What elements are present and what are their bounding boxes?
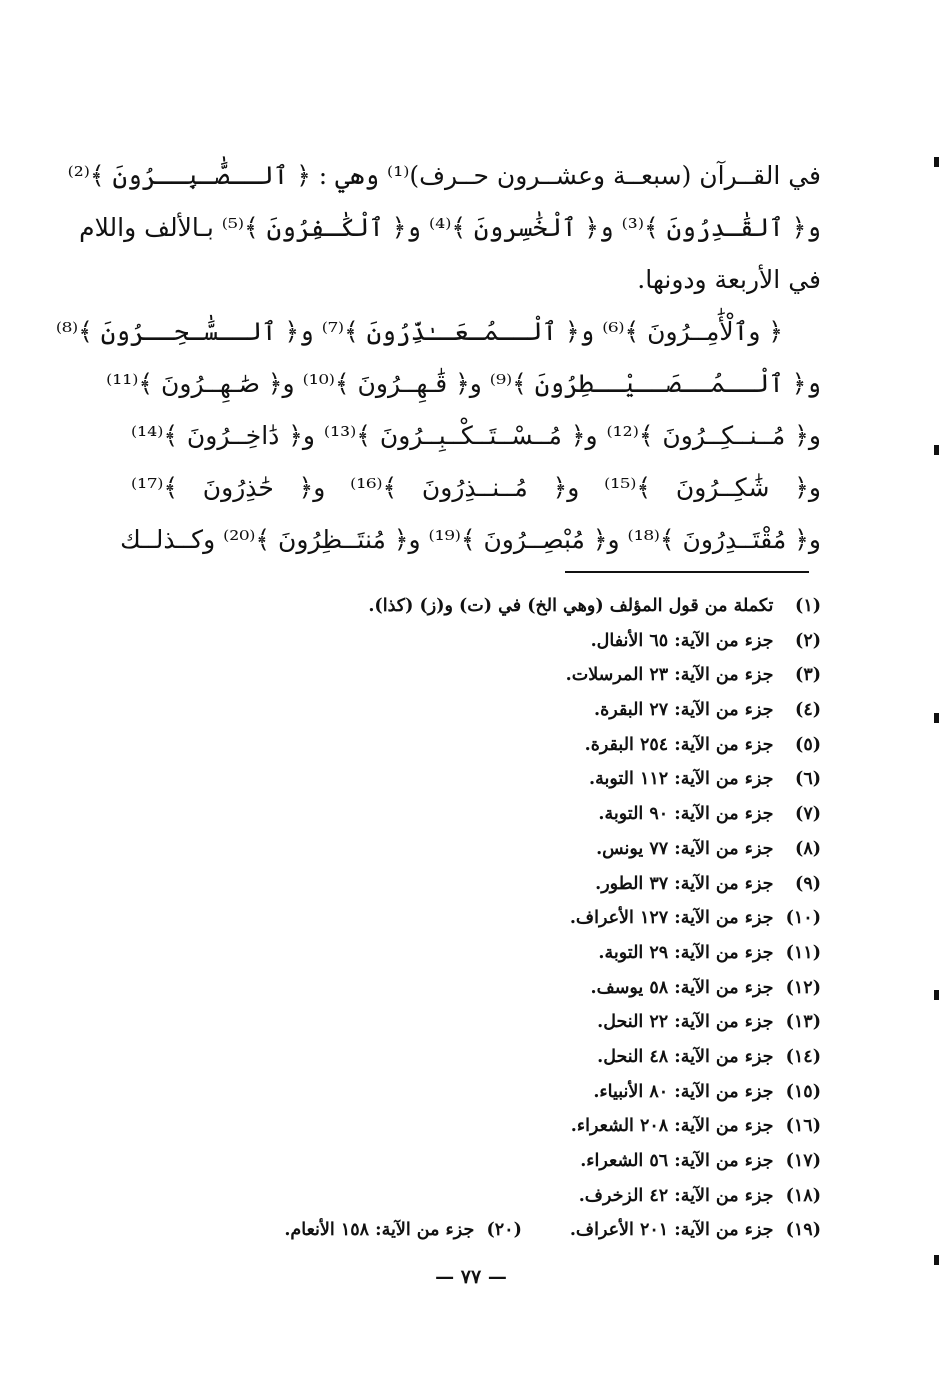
scan-edge-mark bbox=[934, 1255, 939, 1265]
footnote-number: (٢٠) bbox=[486, 1220, 522, 1241]
footnote-text: جزء من الآية: ٢٥٤ البقرة. bbox=[584, 734, 774, 755]
scan-edge-mark bbox=[934, 713, 939, 723]
footnote-item bbox=[121, 1078, 821, 1113]
footnote-item bbox=[121, 592, 821, 627]
footnote-text: جزء من الآية: ١٥٨ الأنعام. bbox=[284, 1220, 475, 1241]
footnote-number: (١١) bbox=[785, 942, 821, 963]
footnote-item bbox=[121, 870, 821, 905]
footnote-item-20 bbox=[284, 1220, 522, 1240]
footnote-item bbox=[121, 731, 821, 766]
footnote-item bbox=[121, 765, 821, 800]
footnote-text: جزء من الآية: ٢٧ البقرة. bbox=[594, 700, 774, 721]
footnote-text: جزء من الآية: ٢٩ التوبة. bbox=[598, 942, 774, 963]
footnote-text: جزء من الآية: ١٢٧ الأعراف. bbox=[569, 908, 774, 929]
footnote-number: (١٣) bbox=[785, 1012, 821, 1033]
footnote-number: (٧) bbox=[795, 804, 821, 825]
footnote-item bbox=[121, 1147, 821, 1182]
scan-edge-mark bbox=[934, 990, 939, 1000]
main-text-line: و﴿ مُقْتَــدِرُونَ ﴾⁽¹⁸⁾ و﴿ مُبْصِــرُونَ ﴾⁽¹⁹⁾ و﴿ مُنتَــظِرُونَ ﴾⁽²⁰⁾ وكــذلــك bbox=[120, 525, 821, 554]
footnote-item bbox=[121, 1008, 821, 1043]
footnote-text: جزء من الآية: ٥٨ يوسف. bbox=[590, 977, 774, 998]
footnote-item bbox=[121, 1112, 821, 1147]
footnote-number: (١٢) bbox=[785, 977, 821, 998]
footnote-text: جزء من الآية: ٢٠١ الأعراف. bbox=[569, 1220, 774, 1241]
footnote-number: (١٤) bbox=[785, 1046, 821, 1067]
footnote-item bbox=[121, 1216, 821, 1251]
footnote-item bbox=[121, 939, 821, 974]
footnote-number: (٤) bbox=[795, 700, 821, 721]
footnote-item bbox=[121, 1182, 821, 1217]
page-number: — ٧٧ — bbox=[435, 1266, 507, 1288]
footnote-item bbox=[121, 627, 821, 662]
footnote-text: جزء من الآية: ٦٥ الأنفال. bbox=[590, 630, 774, 651]
footnote-text: جزء من الآية: ٥٦ الشعراء. bbox=[580, 1151, 774, 1171]
main-text-line: و﴿ شَٰكِــرُونَ ﴾⁽¹⁵⁾ و﴿ مُــنــذِرُونَ ﴾⁽¹⁶⁾ و﴿ حَٰذِرُونَ ﴾⁽¹⁷⁾ bbox=[131, 473, 821, 502]
footnote-item bbox=[121, 904, 821, 939]
footnote-number: (١٧) bbox=[785, 1151, 821, 1171]
footnote-number: (١٨) bbox=[785, 1185, 821, 1206]
main-text bbox=[55, 150, 821, 566]
footnotes bbox=[121, 592, 821, 1251]
scan-edge-mark bbox=[934, 157, 939, 167]
footnote-number: (٣) bbox=[795, 665, 821, 686]
footnote-text: جزء من الآية: ٢٣ المرسلات. bbox=[565, 665, 774, 686]
footnote-number: (٦) bbox=[795, 769, 821, 790]
footnote-text: جزء من الآية: ٩٠ التوبة. bbox=[598, 804, 774, 825]
main-text-line: ﴿ وٱلْأَٰمِــرُونَ ﴾⁽⁶⁾ و﴿ ٱلْــمُـعَــٰذِّرُونَ ﴾⁽⁷⁾ و﴿ ٱلــسَّٰـحِــرُونَ ﴾⁽⁸⁾ bbox=[55, 317, 783, 346]
footnote-number: (٢) bbox=[795, 630, 821, 651]
main-text-line: و﴿ ٱلقَٰـدِرُونَ ﴾⁽³⁾ و﴿ ٱلْخَٰسِرونَ ﴾⁽⁴⁾ و﴿ ٱلْكَٰـفِرُونَ ﴾⁽⁵⁾ بـالألف واللام bbox=[79, 213, 821, 242]
footnote-text: جزء من الآية: ٤٨ النحل. bbox=[597, 1046, 774, 1067]
footnote-text: تكملة من قول المؤلف (وهي الخ) في (ت) و(ز) (كذا). bbox=[368, 596, 774, 616]
footnote-number: (١٥) bbox=[785, 1081, 821, 1102]
footnote-item bbox=[121, 835, 821, 870]
main-text-line: و﴿ مُــنــكِــرُونَ ﴾⁽¹²⁾ و﴿ مُــسْــتَــكْــبِــرُونَ ﴾⁽¹³⁾ و﴿ دَٰاخِــرُونَ ﴾⁽¹⁴⁾ bbox=[131, 421, 821, 450]
footnote-text: جزء من الآية: ١١٢ التوبة. bbox=[589, 769, 774, 790]
footnote-item bbox=[121, 800, 821, 835]
footnote-number: (١٠) bbox=[785, 908, 821, 929]
footnote-separator bbox=[565, 571, 809, 573]
footnote-number: (١٦) bbox=[785, 1116, 821, 1137]
main-text-line: في الأربعة ودونها. bbox=[637, 265, 821, 294]
main-text-line: في القــرآن (سبعــة وعشــرون حــرف)⁽¹⁾ وهي : ﴿ ٱلــصَّٰـبِــرُونَ ﴾⁽²⁾ bbox=[67, 161, 821, 190]
footnote-item bbox=[121, 661, 821, 696]
footnote-item bbox=[121, 1043, 821, 1078]
footnote-number: (٥) bbox=[795, 734, 821, 755]
scan-edge-mark bbox=[934, 445, 939, 455]
footnote-number: (٨) bbox=[795, 838, 821, 859]
footnote-number: (١٩) bbox=[785, 1220, 821, 1241]
footnote-text: جزء من الآية: ٨٠ الأنبياء. bbox=[593, 1081, 774, 1102]
footnote-text: جزء من الآية: ٢٢ النحل. bbox=[597, 1012, 774, 1033]
footnote-text: جزء من الآية: ٧٧ يونس. bbox=[596, 838, 774, 859]
footnote-item bbox=[121, 974, 821, 1009]
footnote-text: جزء من الآية: ٤٢ الزخرف. bbox=[578, 1185, 774, 1206]
main-text-line: و﴿ ٱلْــمُــصَــيْــطِرُونَ ﴾⁽⁹⁾ و﴿ قَٰـهِــرُونَ ﴾⁽¹⁰⁾ و﴿ صَٰـهِــرُونَ ﴾⁽¹¹⁾ bbox=[106, 369, 821, 398]
footnote-text: جزء من الآية: ٢٠٨ الشعراء. bbox=[570, 1116, 774, 1137]
footnote-number: (٩) bbox=[795, 873, 821, 894]
footnote-item bbox=[121, 696, 821, 731]
footnote-text: جزء من الآية: ٣٧ الطور. bbox=[595, 873, 774, 894]
footnote-number: (١) bbox=[795, 596, 821, 616]
